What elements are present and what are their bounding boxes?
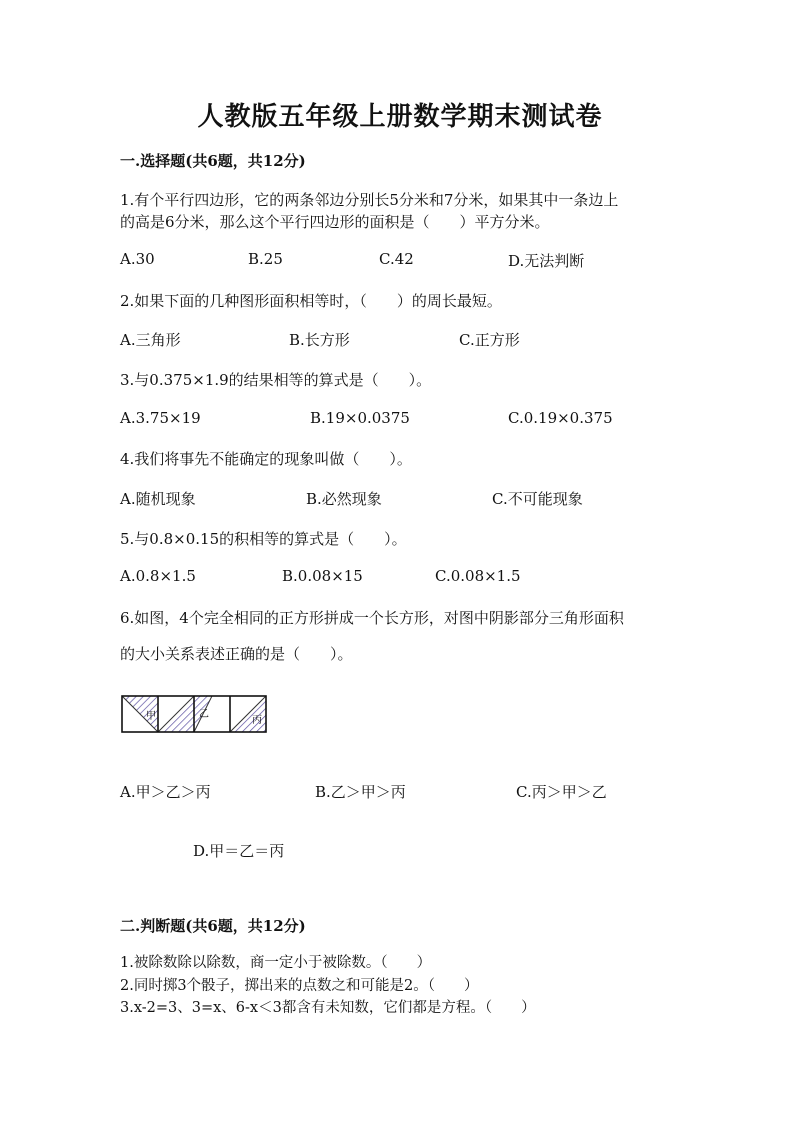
question-6-option-c: C.丙＞甲＞乙 (516, 783, 607, 801)
question-6-line-2: 的大小关系表述正确的是（ ）。 (120, 645, 353, 663)
four-squares-figure (120, 694, 270, 736)
question-3-option-b: B.19×0.0375 (310, 409, 410, 427)
question-1-line-2: 的高是6分米，那么这个平行四边形的面积是（ ）平方分米。 (120, 213, 550, 231)
question-3-line-1: 3.与0.375×1.9的结果相等的算式是（ ）。 (120, 371, 432, 389)
question-4-option-a: A.随机现象 (120, 490, 196, 508)
question-5-option-c: C.0.08×1.5 (435, 567, 521, 585)
question-4-option-c: C.不可能现象 (492, 490, 583, 508)
question-1-line-1: 1.有个平行四边形，它的两条邻边分别长5分米和7分米，如果其中一条边上 (120, 191, 619, 209)
question-3-option-c: C.0.19×0.375 (508, 409, 613, 427)
question-5-option-a: A.0.8×1.5 (120, 567, 196, 585)
question-4-line-1: 4.我们将事先不能确定的现象叫做（ ）。 (120, 450, 412, 468)
judge-item-1: 1.被除数除以除数，商一定小于被除数。（ ） (120, 955, 432, 971)
question-1-option-a: A.30 (120, 250, 155, 268)
question-5-line-1: 5.与0.8×0.15的积相等的算式是（ ）。 (120, 530, 407, 548)
question-6-line-1: 6.如图，4个完全相同的正方形拼成一个长方形，对图中阴影部分三角形面积 (120, 609, 624, 627)
section-heading-choice: 一.选择题(共6题，共12分) (120, 152, 306, 170)
label-bing: 丙 (252, 715, 262, 726)
question-1-option-d: D.无法判断 (508, 252, 585, 270)
question-6-option-b: B.乙＞甲＞丙 (315, 783, 406, 801)
question-1-option-b: B.25 (248, 250, 283, 268)
question-6-option-a: A.甲＞乙＞丙 (120, 783, 211, 801)
question-2-option-c: C.正方形 (459, 331, 520, 349)
section-heading-judge: 二.判断题(共6题，共12分) (120, 917, 306, 935)
question-6-option-d: D.甲＝乙＝丙 (193, 842, 285, 860)
question-1-option-c: C.42 (379, 250, 414, 268)
question-2-option-a: A.三角形 (120, 331, 181, 349)
question-3-option-a: A.3.75×19 (120, 409, 201, 427)
label-yi: 乙 (199, 709, 209, 720)
judge-item-2: 2.同时掷3个骰子，掷出来的点数之和可能是2。（ ） (120, 978, 479, 994)
page-title: 人教版五年级上册数学期末测试卷 (197, 102, 603, 132)
question-5-option-b: B.0.08×15 (282, 567, 363, 585)
judge-item-3: 3.x-2=3、3=x、6-x＜3都含有未知数，它们都是方程。（ ） (120, 1000, 536, 1016)
question-2-line-1: 2.如果下面的几种图形面积相等时，（ ）的周长最短。 (120, 292, 502, 310)
label-jia: 甲 (146, 711, 156, 722)
question-4-option-b: B.必然现象 (306, 490, 382, 508)
question-2-option-b: B.长方形 (289, 331, 350, 349)
